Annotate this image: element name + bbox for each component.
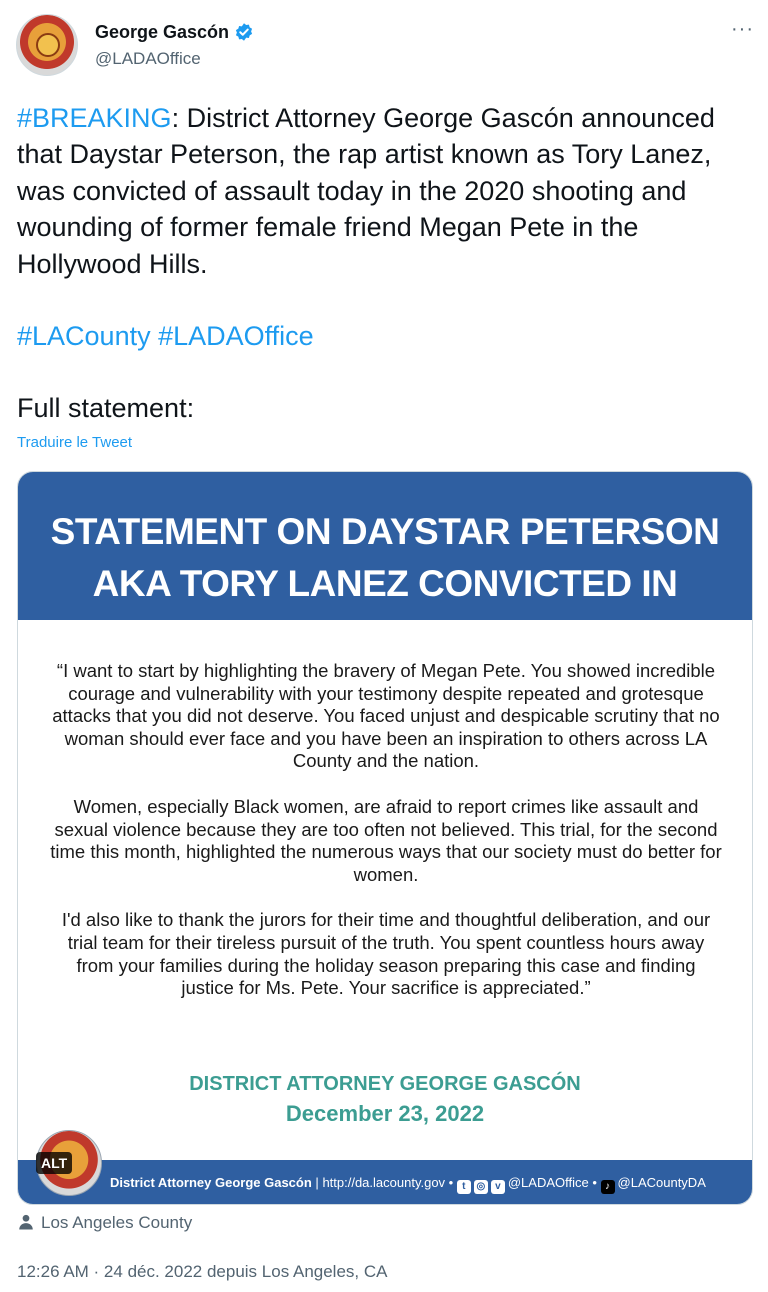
full-statement-line: Full statement: (17, 393, 195, 424)
author-name-row[interactable] (95, 22, 254, 43)
twitter-icon: t (457, 1180, 471, 1194)
footer-office: District Attorney George Gascón (110, 1175, 312, 1190)
seal-emblem (36, 33, 60, 57)
translate-tweet-link[interactable]: Traduire le Tweet (17, 434, 133, 451)
footer-social-handle: @LADAOffice (507, 1175, 589, 1190)
tweet-body (17, 100, 757, 427)
verified-badge-icon (234, 22, 254, 42)
signature-date: December 23, 2022 (285, 1101, 485, 1126)
hashtag-ladaoffice[interactable]: #LADAOffice (158, 321, 314, 352)
person-icon (17, 1213, 35, 1231)
statement-paragraph-3: I'd also like to thank the jurors for their time and thoughtful deliberation, and our trial team for their tireless pursuit of the truth. You spent countless hours away from your families during the holiday season preparing this case and finding justice for Ms. Pete. Your sacrifice is appreciated.” (61, 909, 711, 999)
hashtag-breaking[interactable]: #BREAKING (17, 103, 172, 133)
tweet-text: : District Attorney George Gascón announced that Daystar Peterson, the rap artist known as Tory Lanez, was convicted of assault today in the 2020 shooting and wounding of former female friend Megan Pete in the Hollywood Hills. (17, 103, 715, 279)
tweet-timestamp[interactable]: 12:26 AM · 24 déc. 2022 depuis Los Angeles, CA (17, 1262, 388, 1281)
card-header (18, 472, 752, 656)
footer-website: http://da.lacounty.gov (322, 1175, 446, 1190)
card-title: STATEMENT ON DAYSTAR PETERSON AKA TORY LANEZ CONVICTED IN SHOOTING (50, 511, 720, 656)
location-row[interactable] (17, 1213, 192, 1233)
footer-text: District Attorney George Gascón | http://da.lacounty.gov • t ◎ v @LADAOffice • ♪ @LACountyDA (110, 1175, 706, 1192)
signature-name: DISTRICT ATTORNEY GEORGE GASCÓN (189, 1073, 581, 1095)
location-text[interactable]: Los Angeles County (41, 1213, 193, 1232)
signature-block (18, 1069, 752, 1129)
author-display-name[interactable]: George Gascón (95, 22, 230, 42)
alt-text-badge[interactable]: ALT (36, 1152, 72, 1174)
statement-body (48, 660, 724, 1023)
card-footer (18, 1155, 752, 1205)
author-avatar[interactable] (16, 14, 78, 76)
more-options-icon[interactable]: ··· (731, 18, 754, 40)
footer-separator: | (315, 1175, 319, 1190)
hashtag-lacounty[interactable]: #LACounty (17, 321, 151, 352)
vimeo-icon: v (491, 1180, 505, 1194)
statement-paragraph-2: Women, especially Black women, are afraid to report crimes like assault and sexual violence because they are too often not believed. This trial, for the second time this month, highlighted the numerous ways that our society must do better for women. (50, 795, 722, 885)
instagram-icon: ◎ (474, 1180, 488, 1194)
tiktok-icon: ♪ (601, 1180, 615, 1194)
statement-image-card[interactable] (17, 471, 753, 1205)
statement-paragraph-1: “I want to start by highlighting the bravery of Megan Pete. You showed incredible courage and vulnerability with your testimony despite repeated and grotesque attacks that you did not deserve. You faced unjust and despicable scrutiny that no woman should ever face and you have been an inspiration to others across LA County and the nation. (52, 660, 720, 772)
hashtags-line (17, 318, 757, 354)
footer-tiktok-handle: @LACountyDA (617, 1175, 706, 1190)
author-handle[interactable]: @LADAOffice (95, 49, 201, 68)
tweet-paragraph (17, 100, 757, 282)
